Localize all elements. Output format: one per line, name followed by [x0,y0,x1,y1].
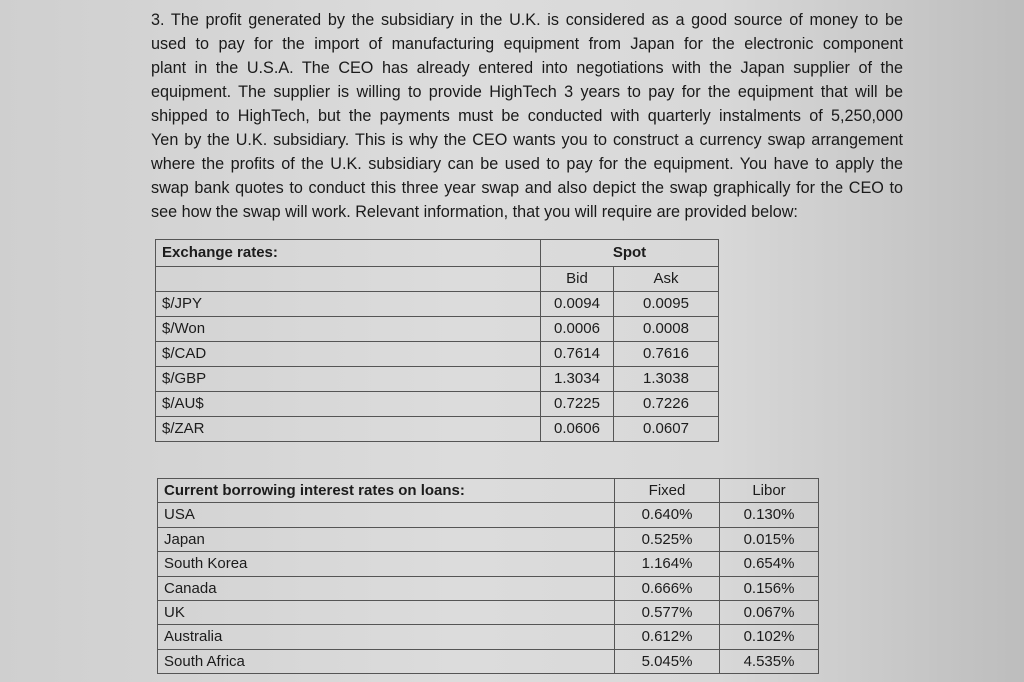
table-row [156,392,719,417]
table-row [158,503,819,527]
ask-value: 0.7226 [614,392,719,417]
table-row [158,649,819,673]
question-line: Yen by the U.K. subsidiary. This is why the CEO wants you to construct a currency swap arrangement [151,131,903,149]
table-row [156,317,719,342]
table-subheader-row [156,267,719,292]
ask-value: 0.0008 [614,317,719,342]
table-header-row [156,240,719,267]
bid-value: 0.7225 [541,392,614,417]
ask-header: Ask [614,267,719,292]
question-line: swap bank quotes to conduct this three year swap and also depict the swap graphically for the CEO to [151,179,903,197]
libor-rate: 0.654% [720,552,819,576]
currency-pair: $/GBP [156,367,541,392]
libor-rate: 0.156% [720,576,819,600]
question-line: see how the swap will work. Relevant information, that you will require are provided below: [151,203,798,221]
question-text [151,8,903,224]
ask-value: 0.0607 [614,417,719,442]
table-row [156,342,719,367]
libor-rate: 0.102% [720,625,819,649]
interest-rates-table [157,478,819,674]
bid-value: 0.0006 [541,317,614,342]
fixed-rate: 1.164% [615,552,720,576]
currency-pair: $/CAD [156,342,541,367]
bid-value: 0.0606 [541,417,614,442]
question-line: equipment. The supplier is willing to provide HighTech 3 years to pay for the equipment that will be [151,83,903,101]
table-row [158,552,819,576]
table-row [156,292,719,317]
table-row [156,417,719,442]
country-name: USA [158,503,615,527]
fixed-header: Fixed [615,479,720,503]
libor-rate: 0.015% [720,527,819,551]
bid-value: 0.7614 [541,342,614,367]
country-name: Canada [158,576,615,600]
bid-value: 0.0094 [541,292,614,317]
question-line: used to pay for the import of manufacturing equipment from Japan for the electronic component [151,35,903,53]
question-line: where the profits of the U.K. subsidiary can be used to pay for the equipment. You have to apply the [151,155,903,173]
country-name: South Africa [158,649,615,673]
exchange-rates-table [155,239,719,442]
fixed-rate: 0.640% [615,503,720,527]
country-name: South Korea [158,552,615,576]
country-name: UK [158,601,615,625]
country-name: Japan [158,527,615,551]
ask-value: 1.3038 [614,367,719,392]
currency-pair: $/JPY [156,292,541,317]
fixed-rate: 0.612% [615,625,720,649]
table-row [158,527,819,551]
table-row [156,367,719,392]
libor-header: Libor [720,479,819,503]
currency-pair: $/ZAR [156,417,541,442]
fixed-rate: 0.577% [615,601,720,625]
fixed-rate: 0.525% [615,527,720,551]
country-name: Australia [158,625,615,649]
table-row [158,625,819,649]
ask-value: 0.0095 [614,292,719,317]
question-line: plant in the U.S.A. The CEO has already entered into negotiations with the Japan supplier of the [151,59,903,77]
bid-header: Bid [541,267,614,292]
libor-rate: 4.535% [720,649,819,673]
bid-value: 1.3034 [541,367,614,392]
question-line: 3. The profit generated by the subsidiary in the U.K. is considered as a good source of money to be [151,11,903,29]
interest-rates-title: Current borrowing interest rates on loans: [158,479,615,503]
fixed-rate: 0.666% [615,576,720,600]
ask-value: 0.7616 [614,342,719,367]
libor-rate: 0.130% [720,503,819,527]
table-row [158,601,819,625]
question-line: shipped to HighTech, but the payments must be conducted with quarterly instalments of 5,250,000 [151,107,903,125]
libor-rate: 0.067% [720,601,819,625]
fixed-rate: 5.045% [615,649,720,673]
table-row [158,576,819,600]
spot-header: Spot [541,240,719,267]
exchange-rates-title: Exchange rates: [156,240,541,267]
table-header-row [158,479,819,503]
currency-pair: $/AU$ [156,392,541,417]
currency-pair: $/Won [156,317,541,342]
